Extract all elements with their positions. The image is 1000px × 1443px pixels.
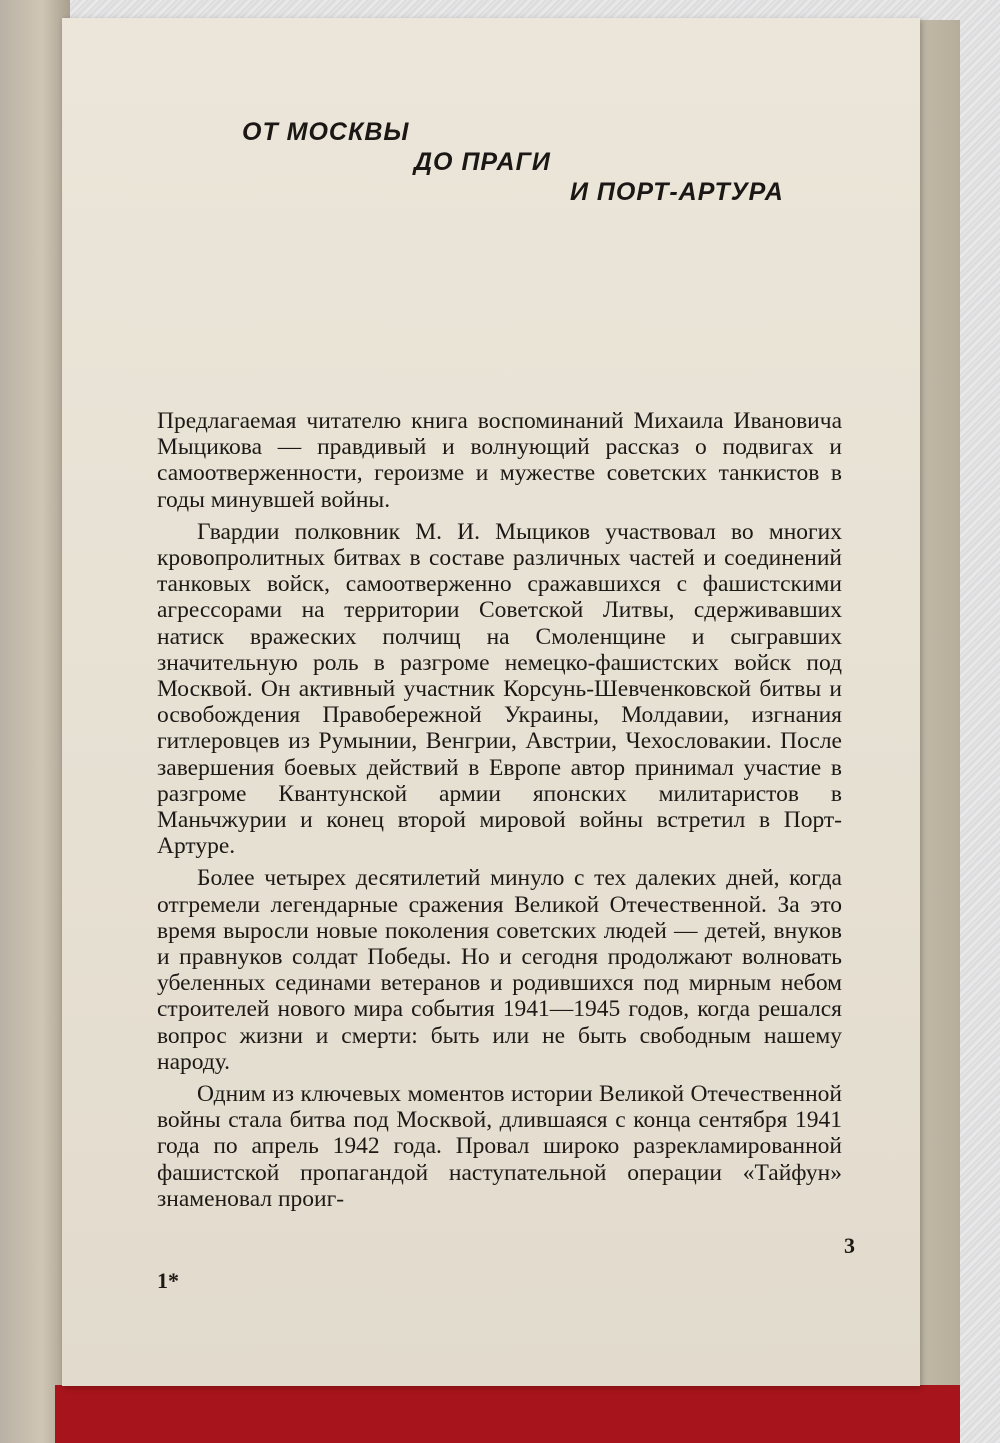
title-line-2: ДО ПРАГИ: [414, 148, 551, 176]
page-number: 3: [844, 1233, 855, 1258]
body-text: [157, 408, 842, 1212]
printer-signature-mark: 1*: [157, 1268, 179, 1293]
red-book-cover: [55, 1385, 960, 1443]
paragraph: Гвардии полковник М. И. Мыциков участвовал во многих кровопролитных битвах в составе различных частей и соединений танковых войск, самоотверженно сражавшихся с фашистскими агрессорами на территории Советской Литвы, сдерживавших натиск вражеских полчищ на Смоленщине и сыгравших значительную роль в разгроме немецко-фашистских войск под Москвой. Он активный участник Корсунь-Шевченковской битвы и освобождения Правобережной Украины, Молдавии, изгнания гитлеровцев из Румынии, Венгрии, Австрии, Чехословакии. После завершения боевых действий в Европе автор принимал участие в разгроме Квантунской армии японских милитаристов в Маньчжурии и конец второй мировой войны встретил в Порт-Артуре.: [157, 518, 842, 860]
title-line-3: И ПОРТ-АРТУРА: [570, 178, 784, 206]
book-spine-edge: [0, 0, 70, 1443]
paragraph: Более четырех десятилетий минуло с тех далеких дней, когда отгремели легендарные сражения Великой Отечественной. За это время выросли новые поколения советских людей — детей, внуков и правнуков солдат Победы. Но и сегодня продолжают волновать убеленных сединами ветеранов и родившихся под мирным небом строителей нового мира события 1941—1945 годов, когда решался вопрос жизни и смерти: быть или не быть свободным нашему народу.: [157, 865, 842, 1075]
paragraph: Предлагаемая читателю книга воспоминаний Михаила Ивановича Мыцикова — правдивый и волнующий рассказ о подвигах и самоотверженности, героизме и мужестве советских танкистов в годы минувшей войны.: [157, 408, 842, 513]
book-page: [62, 18, 920, 1386]
paragraph: Одним из ключевых моментов истории Великой Отечественной войны стала битва под Москвой, длившаяся с конца сентября 1941 года по апрель 1942 года. Провал широко разрекламированной фашистской пропагандой наступательной операции «Тайфун» знаменовал проиг-: [157, 1081, 842, 1212]
title-line-1: ОТ МОСКВЫ: [242, 118, 410, 146]
